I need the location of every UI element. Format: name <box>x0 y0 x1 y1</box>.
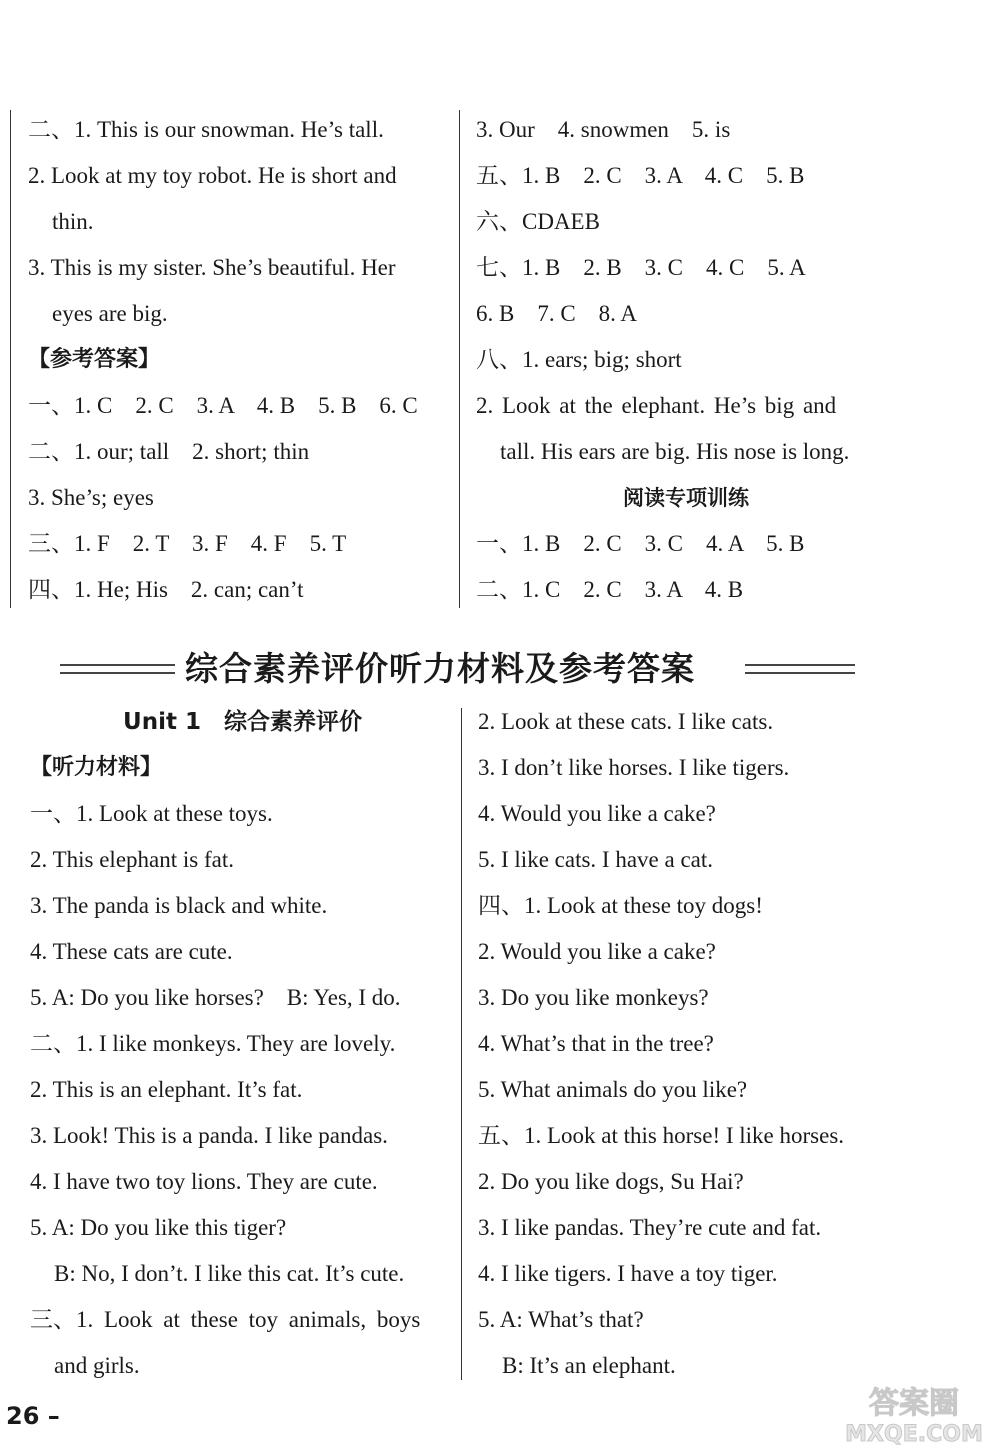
unit-title: Unit 1 综合素养评价 <box>123 709 362 735</box>
text-line: 2. This is an elephant. It’s fat. <box>30 1077 303 1102</box>
watermark-logo <box>826 1381 996 1445</box>
text-line: 5. A: Do you like this tiger? <box>30 1215 287 1240</box>
left-margin-rule <box>10 110 11 608</box>
text-line: 4. What’s that in the tree? <box>478 1031 714 1056</box>
top-right-column <box>476 107 896 613</box>
text-line: 三、1. Look at these toy animals, boys <box>30 1307 421 1332</box>
text-line: 二、1. This is our snowman. He’s tall. <box>28 117 384 142</box>
text-line: 3. This is my sister. She’s beautiful. Her <box>28 255 396 280</box>
text-line: B: It’s an elephant. <box>502 1353 676 1378</box>
text-line: 2. Look at these cats. I like cats. <box>478 709 774 734</box>
text-line: 2. Would you like a cake? <box>478 939 716 964</box>
text-line: 五、1. Look at this horse! I like horses. <box>478 1123 845 1148</box>
text-line: B: No, I don’t. I like this cat. It’s cute. <box>54 1261 405 1286</box>
text-line: 四、1. Look at these toy dogs! <box>478 893 763 918</box>
text-line: 3. The panda is black and white. <box>30 893 328 918</box>
text-line: 3. Do you like monkeys? <box>478 985 709 1010</box>
text-line: 一、1. Look at these toys. <box>30 801 273 826</box>
top-left-column <box>28 107 453 613</box>
text-line: tall. His ears are big. His nose is long. <box>500 439 850 464</box>
text-line: 3. I don’t like horses. I like tigers. <box>478 755 790 780</box>
text-line: 二、1. C 2. C 3. A 4. B <box>476 577 744 602</box>
text-line: 6. B 7. C 8. A <box>476 301 638 326</box>
section-title-row <box>0 643 1000 695</box>
text-line: thin. <box>52 209 94 234</box>
page-number: 26 – <box>6 1402 60 1430</box>
text-line: 一、1. B 2. C 3. C 4. A 5. B <box>476 531 805 556</box>
text-line: and girls. <box>54 1353 140 1378</box>
watermark-url: MXQE.COM <box>845 1422 983 1445</box>
reading-training-heading: 阅读专项训练 <box>623 486 749 510</box>
reference-answer-heading: 【参考答案】 <box>28 347 161 372</box>
text-line: 一、1. C 2. C 3. A 4. B 5. B 6. C <box>28 393 418 418</box>
bottom-right-column <box>478 699 898 1389</box>
text-line: 5. A: What’s that? <box>478 1307 644 1332</box>
text-line: 2. Look at my toy robot. He is short and <box>28 163 397 188</box>
text-line: 4. These cats are cute. <box>30 939 233 964</box>
text-line: 4. I like tigers. I have a toy tiger. <box>478 1261 778 1286</box>
text-line: 二、1. our; tall 2. short; thin <box>28 439 310 464</box>
text-line: 3. Our 4. snowmen 5. is <box>476 117 731 142</box>
bottom-left-column <box>30 699 455 1389</box>
column-divider-bottom <box>461 708 462 1380</box>
text-line: 2. This elephant is fat. <box>30 847 234 872</box>
text-line: 三、1. F 2. T 3. F 4. F 5. T <box>28 531 347 556</box>
text-line: 5. What animals do you like? <box>478 1077 748 1102</box>
text-line: 3. I like pandas. They’re cute and fat. <box>478 1215 822 1240</box>
text-line: 5. I like cats. I have a cat. <box>478 847 713 872</box>
text-line: eyes are big. <box>52 301 168 326</box>
column-divider-top <box>459 110 460 608</box>
text-line: 六、CDAEB <box>476 209 600 234</box>
watermark-text: 答案圈 <box>869 1386 959 1421</box>
text-line: 2. Do you like dogs, Su Hai? <box>478 1169 744 1194</box>
text-line: 4. I have two toy lions. They are cute. <box>30 1169 378 1194</box>
listening-material-heading: 【听力材料】 <box>30 755 163 780</box>
section-title: 综合素养评价听力材料及参考答案 <box>185 649 695 688</box>
text-line: 八、1. ears; big; short <box>476 347 682 372</box>
text-line: 二、1. I like monkeys. They are lovely. <box>30 1031 396 1056</box>
title-rule-right <box>745 664 855 674</box>
text-line: 4. Would you like a cake? <box>478 801 716 826</box>
text-line: 3. Look! This is a panda. I like pandas. <box>30 1123 388 1148</box>
text-line: 四、1. He; His 2. can; can’t <box>28 577 304 602</box>
title-rule-left <box>60 664 175 674</box>
text-line: 3. She’s; eyes <box>28 485 154 510</box>
text-line: 2. Look at the elephant. He’s big and <box>476 393 837 418</box>
text-line: 5. A: Do you like horses? B: Yes, I do. <box>30 985 401 1010</box>
text-line: 七、1. B 2. B 3. C 4. C 5. A <box>476 255 806 280</box>
text-line: 五、1. B 2. C 3. A 4. C 5. B <box>476 163 805 188</box>
